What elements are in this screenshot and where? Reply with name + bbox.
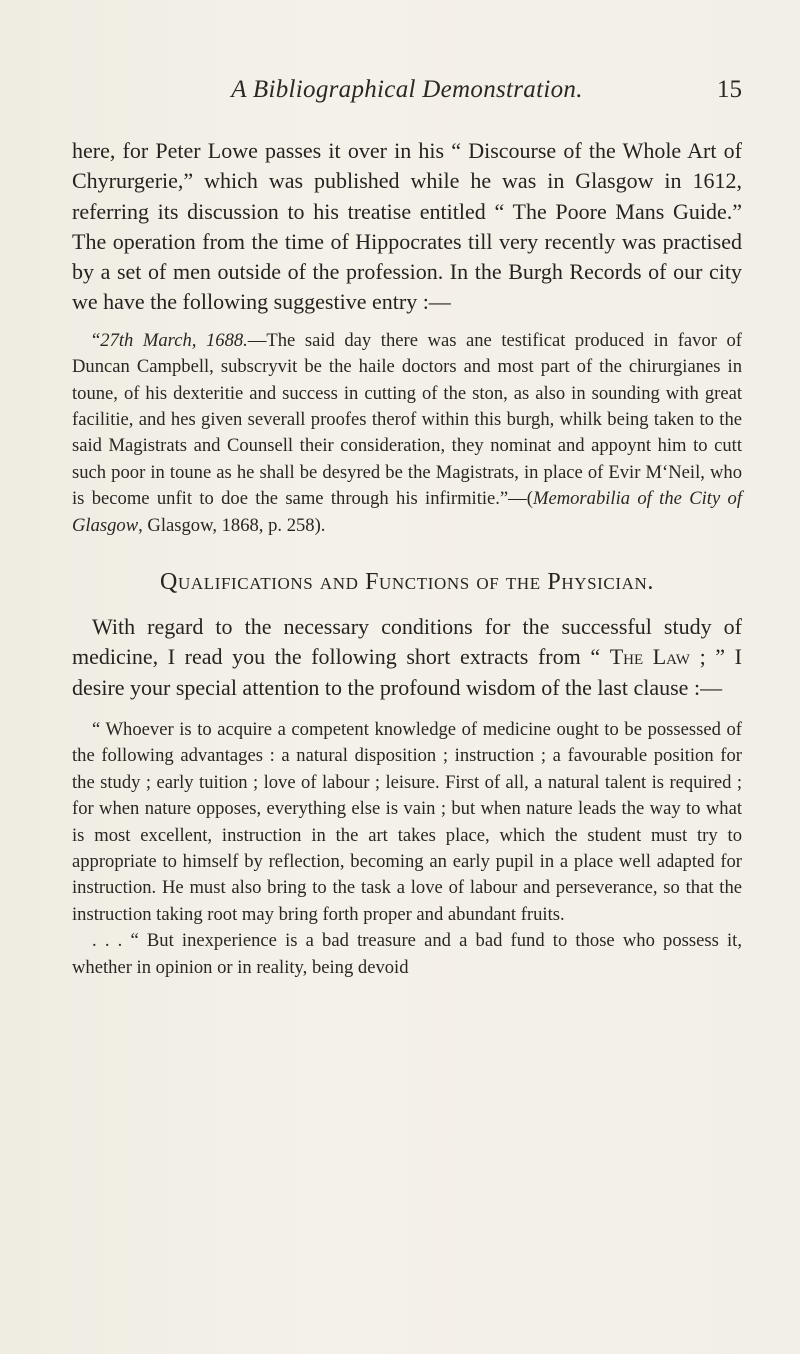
the-law-reference: The Law	[609, 644, 690, 670]
page-number: 15	[717, 76, 742, 103]
quote-source-details: , Glasgow, 1868, p. 258).	[138, 514, 326, 536]
paragraph-2-after: ; ” I desire your special attention to the profound wisdom of the last clause :—	[72, 644, 742, 700]
law-quote-inexperience: . . . “ But inexperience is a bad treasure and a bad fund to those who possess it, whether in opinion or in reality, being devoid	[72, 930, 742, 978]
running-title: A Bibliographical Demonstration.	[231, 76, 583, 103]
burgh-records-quote	[72, 328, 742, 539]
paragraph-2-before: With regard to the necessary conditions for the successful study of medicine, I read you the following short extracts from “	[72, 614, 742, 670]
quote-date: 27th March, 1688.	[100, 329, 248, 351]
paragraph-lithotomy-history: here, for Peter Lowe passes it over in his “ Discourse of the Whole Art of Chyrurgerie,” which was published while he was in Glasgow in 1612, referring its discussion to his treatise entitled “ The Poore Mans Guide.” The operation from the time of Hippocrates till very recently was practised by a set of men outside of the profession. In the Burgh Records of our city we have the following suggestive entry :—	[72, 138, 742, 315]
running-head	[72, 76, 742, 116]
quote-open-mark: “	[92, 329, 101, 351]
quote-source-title: Memorabilia of the City of Glasgow	[72, 488, 742, 536]
paragraph-study-conditions	[72, 612, 742, 703]
quote-body: —The said day there was ane testificat produced in favor of Duncan Campbell, subscryvit be the haile doctors and most part of the chirurgianes in toune, of his dexteritie and success in cutting of the ston, as also in sounding with great facilitie, and hes given severall proofes therof within this burgh, whilk being taken to the said Magistrats and Counsell their consideration, they nominat and appoynt him to cutt such poor in toune as he shall be desyred be the Magistrats, in place of Evir M‘Neil, who is become unfit to doe the same through his infirmitie.”—(	[72, 329, 742, 510]
law-quote-advantages: “ Whoever is to acquire a competent knowledge of medicine ought to be possessed of the following advantages : a natural disposition ; instruction ; a favourable position for the study ; early tuition ; love of labour ; leisure. First of all, a natural talent is required ; for when nature opposes, everything else is vain ; but when nature leads the way to what is most excellent, instruction in the art takes place, which the student must try to appropriate to himself by reflection, becoming an early pupil in a place well adapted for instruction. He must also bring to the task a love of labour and perseverance, so that the instruction taking root may bring forth proper and abundant fruits.	[72, 718, 742, 925]
section-heading: Qualifications and Functions of the Physician.	[160, 569, 654, 596]
